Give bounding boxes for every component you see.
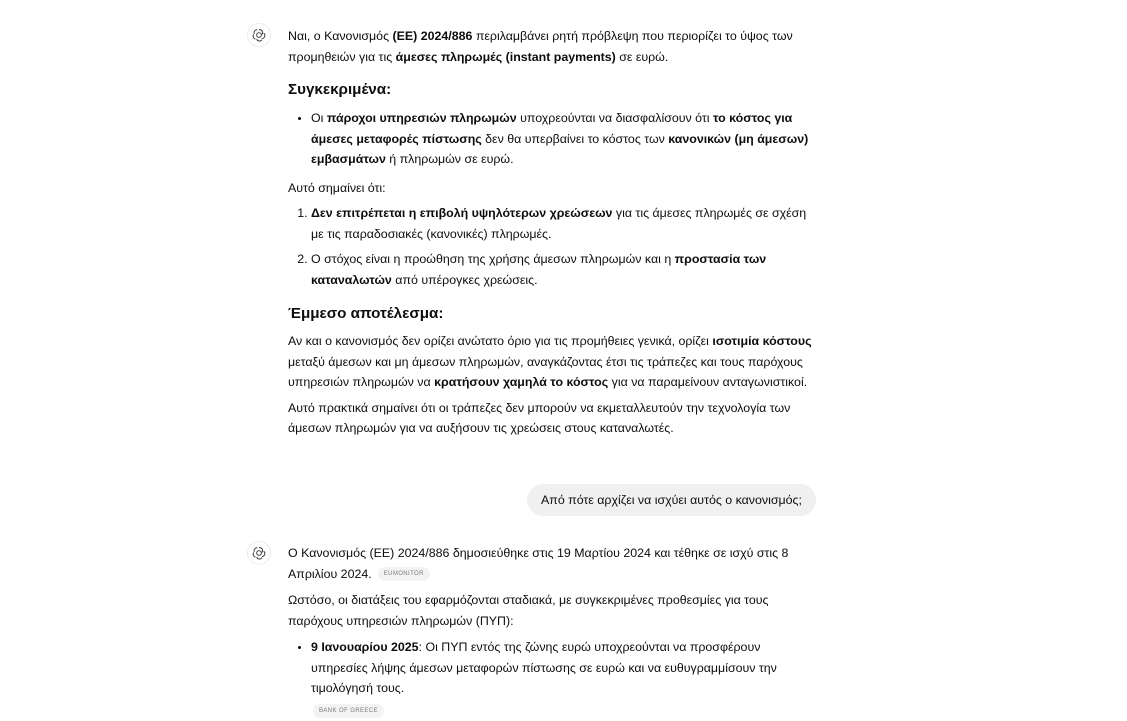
text: ή πληρωμών σε ευρώ. (385, 152, 514, 166)
list-item (311, 108, 813, 170)
text: περιλαμβάνει ρητή πρόβλεψη που περιορίζει το ύψος των προμηθειών για τις (288, 29, 793, 64)
heading-indirect: Έμμεσο αποτέλεσμα: (288, 305, 444, 322)
bullet-list (288, 108, 813, 170)
text: δεν θα υπερβαίνει το κόστος των (481, 131, 669, 146)
bold-text: 9 Ιανουαρίου 2025 (311, 640, 419, 654)
means-label: Αυτό σημαίνει ότι: (288, 180, 386, 195)
bold-text: προστασία των καταναλωτών (311, 252, 767, 287)
text: Ο στόχος είναι η προώθηση της χρήσης άμεσων πληρωμών και η (311, 252, 675, 266)
text: Ο Κανονισμός (ΕΕ) 2024/886 δημοσιεύθηκε στις 19 Μαρτίου 2024 και τέθηκε σε ισχύ στις 8 Απριλίου 2024. (288, 546, 789, 581)
bold-text: ισοτιμία κόστους (712, 334, 812, 348)
user-message-text: Από πότε αρχίζει να ισχύει αυτός ο κανονισμός; (541, 493, 802, 507)
text: υποχρεούνται να διασφαλίσουν ότι (516, 111, 713, 125)
bold-text: κανονικών (μη άμεσων) εμβασμάτων (311, 131, 809, 166)
openai-logo-icon (252, 546, 266, 560)
phased-paragraph: Ωστόσο, οι διατάξεις του εφαρμόζονται σταδιακά, με συγκεκριμένες προθεσμίες για τους παρόχους υπηρεσιών πληρωμών (ΠΥΠ): (288, 593, 769, 628)
source-chip-bank-of-greece[interactable]: BANK OF GREECE (313, 704, 384, 718)
heading-specifically: Συγκεκριμένα: (288, 81, 392, 98)
practical-paragraph: Αυτό πρακτικά σημαίνει ότι οι τράπεζες δεν μπορούν να εκμεταλλευτούν την τεχνολογία των άμεσων πληρωμών για να αυξήσουν τις χρεώσεις στους καταναλωτές. (288, 400, 791, 435)
indirect-paragraph (288, 331, 813, 393)
bold-text: Δεν επιτρέπεται η επιβολή υψηλότερων χρεώσεων (311, 206, 613, 220)
openai-logo-icon (252, 28, 266, 42)
text: : Οι ΠΥΠ εντός της ζώνης ευρώ υποχρεούνται να προσφέρουν υπηρεσίες λήψης άμεσων μεταφορών πίστωσης σε ευρώ και να ευθυγραμμίσουν την τιμολόγησή τους. (311, 640, 777, 695)
intro-paragraph (288, 26, 813, 67)
bold-text: το κόστος για άμεσες μεταφορές πίστωσης (311, 111, 793, 146)
assistant-avatar (247, 23, 271, 47)
user-message-bubble (527, 484, 816, 516)
bold-text: κρατήσουν χαμηλά το κόστος (434, 375, 609, 389)
publication-paragraph (288, 543, 813, 584)
list-item (311, 203, 813, 244)
bold-text: πάροχοι υπηρεσιών πληρωμών (326, 111, 517, 125)
text: Οι (311, 111, 327, 125)
bold-text: (ΕΕ) 2024/886 (392, 29, 473, 43)
text: για τις άμεσες πληρωμές σε σχέση με τις παραδοσιακές (κανονικές) πληρωμές. (311, 206, 807, 241)
assistant-avatar (247, 541, 271, 565)
bold-text: άμεσες πληρωμές (instant payments) (395, 49, 616, 64)
list-item (311, 637, 813, 721)
numbered-list (288, 203, 813, 290)
text: μεταξύ άμεσων και μη άμεσων πληρωμών, αναγκάζοντας έτσι τις τράπεζες και τους παρόχους υπηρεσιών πληρωμών να (288, 354, 803, 389)
text: από υπέρογκες χρεώσεις. (391, 272, 538, 287)
text: σε ευρώ. (615, 49, 669, 64)
text: Αν και ο κανονισμός δεν ορίζει ανώτατο όριο για τις προμήθειες γενικά, ορίζει (288, 334, 713, 348)
text: Ναι, ο Κανονισμός (288, 29, 393, 43)
source-chip-eumonitor[interactable]: EUMONITOR (378, 567, 430, 581)
list-item (311, 249, 813, 290)
text: για να παραμείνουν ανταγωνιστικοί. (608, 375, 808, 389)
bullet-list (288, 637, 813, 721)
